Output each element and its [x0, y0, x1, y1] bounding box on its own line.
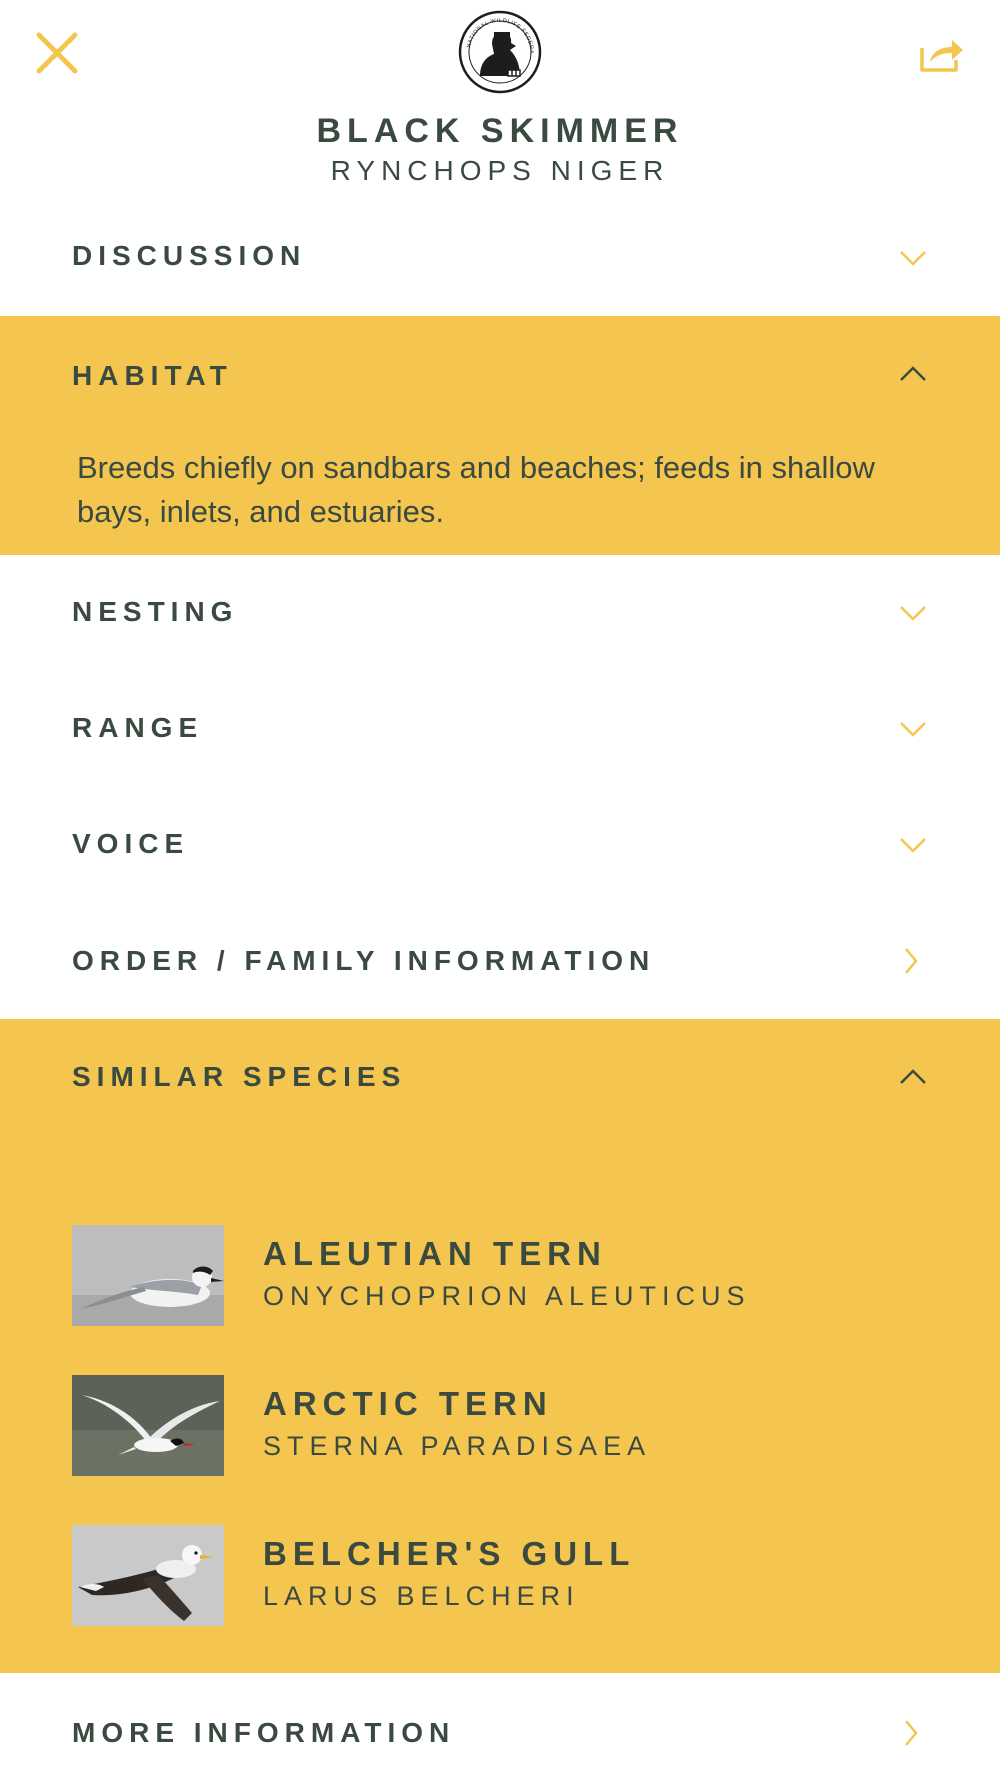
close-icon	[30, 28, 84, 82]
chevron-down-icon	[898, 719, 928, 739]
species-thumbnail	[72, 1375, 224, 1476]
section-range[interactable]	[0, 671, 1000, 787]
nwf-logo	[458, 10, 542, 94]
species-scientific-name: STERNA PARADISAEA	[263, 1431, 652, 1461]
chevron-down-icon	[898, 248, 928, 268]
species-name: BELCHER'S GULL	[263, 1535, 636, 1572]
similar-species-item-arctic-tern[interactable]	[72, 1375, 952, 1477]
chevron-down-icon	[898, 603, 928, 623]
chevron-right-icon	[903, 946, 919, 976]
section-similar-species-label: SIMILAR SPECIES	[72, 1061, 407, 1092]
similar-species-item-belchers-gull[interactable]	[72, 1525, 952, 1627]
section-discussion[interactable]	[0, 200, 1000, 316]
share-icon	[918, 34, 966, 74]
species-thumbnail	[72, 1525, 224, 1626]
species-name: ARCTIC TERN	[263, 1385, 553, 1422]
chevron-up-icon	[898, 1067, 928, 1087]
chevron-up-icon	[898, 364, 928, 384]
species-thumbnail	[72, 1225, 224, 1326]
header	[0, 0, 1000, 210]
section-habitat[interactable]	[0, 316, 1000, 555]
habitat-description: Breeds chiefly on sandbars and beaches; feeds in shallow bays, inlets, and estuaries.	[77, 450, 875, 529]
chevron-right-icon	[903, 1718, 919, 1748]
section-more-information[interactable]	[0, 1673, 1000, 1778]
species-name: ALEUTIAN TERN	[263, 1235, 607, 1272]
similar-species-item-aleutian-tern[interactable]	[72, 1225, 952, 1327]
section-discussion-label: DISCUSSION	[72, 240, 307, 271]
section-more-information-label: MORE INFORMATION	[72, 1717, 456, 1748]
species-scientific-name: ONYCHOPRION ALEUTICUS	[263, 1281, 751, 1311]
section-voice-label: VOICE	[72, 828, 190, 859]
section-voice[interactable]	[0, 787, 1000, 903]
section-nesting-label: NESTING	[72, 596, 239, 627]
chevron-down-icon	[898, 835, 928, 855]
section-habitat-label: HABITAT	[72, 360, 233, 391]
species-title: BLACK SKIMMER	[316, 112, 684, 150]
species-scientific-name: LARUS BELCHERI	[263, 1581, 580, 1611]
section-order-family-label: ORDER / FAMILY INFORMATION	[72, 945, 656, 976]
section-similar-species[interactable]	[0, 1019, 1000, 1673]
section-range-label: RANGE	[72, 712, 204, 743]
species-scientific-name: RYNCHOPS NIGER	[330, 155, 670, 186]
share-button[interactable]	[918, 34, 966, 74]
section-nesting[interactable]	[0, 555, 1000, 671]
close-button[interactable]	[30, 28, 84, 82]
section-order-family[interactable]	[0, 903, 1000, 1019]
logo-text: NATIONAL WILDLIFE FEDERA	[466, 17, 535, 54]
